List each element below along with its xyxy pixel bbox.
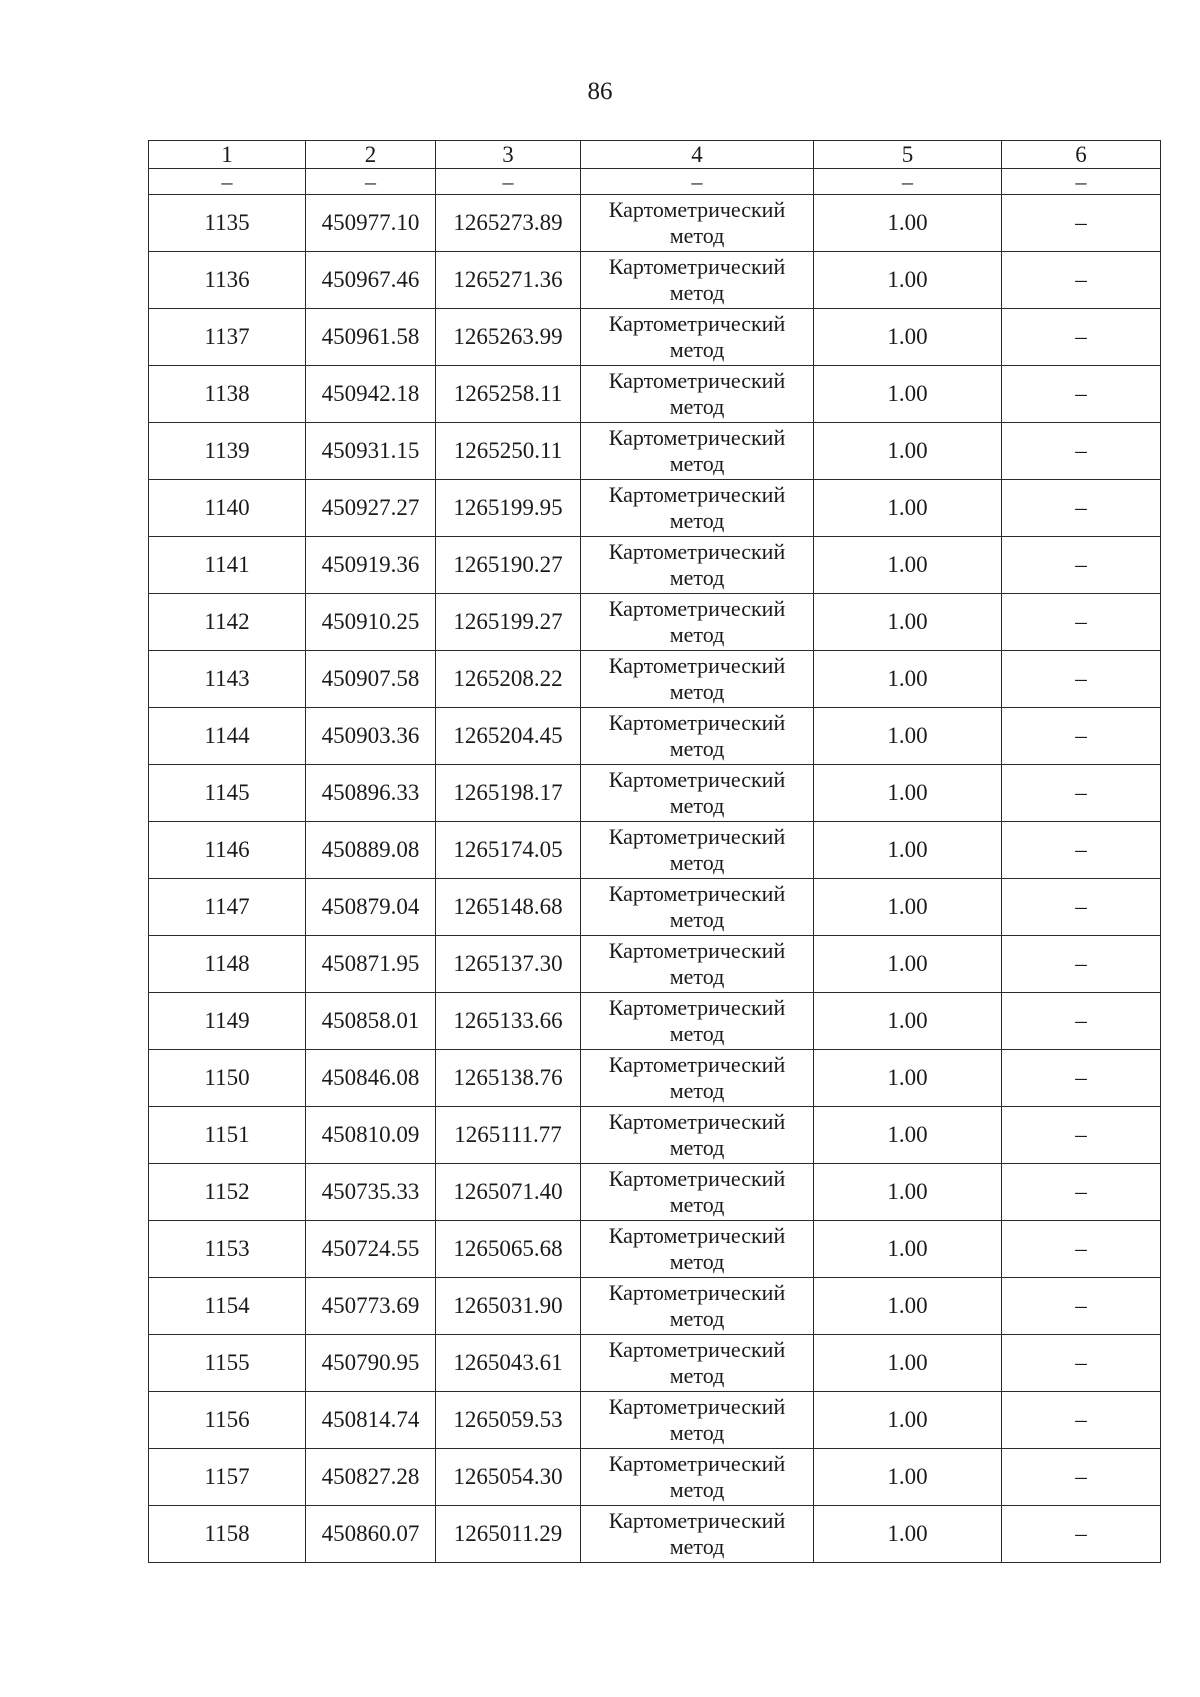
x-coordinate-cell: 450735.33 xyxy=(306,1164,436,1221)
accuracy-cell: 1.00 xyxy=(814,1335,1002,1392)
method-line-2: метод xyxy=(669,1021,725,1046)
method-line-2: метод xyxy=(669,793,725,818)
method-line-2: метод xyxy=(669,508,725,533)
method-cell xyxy=(581,423,814,480)
y-coordinate-cell: 1265059.53 xyxy=(436,1392,581,1449)
accuracy-cell: 1.00 xyxy=(814,822,1002,879)
note-cell: – xyxy=(1002,1449,1161,1506)
method-line-2: метод xyxy=(669,1477,725,1502)
x-coordinate-cell: 450961.58 xyxy=(306,309,436,366)
method-cell xyxy=(581,1221,814,1278)
accuracy-cell: 1.00 xyxy=(814,1506,1002,1563)
method-cell xyxy=(581,1050,814,1107)
method-line-1: Картометрический xyxy=(608,881,786,906)
dash-cell: – xyxy=(306,169,436,195)
note-cell: – xyxy=(1002,423,1161,480)
column-header: 1 xyxy=(149,141,306,169)
accuracy-cell: 1.00 xyxy=(814,651,1002,708)
point-number-cell: 1139 xyxy=(149,423,306,480)
point-number-cell: 1157 xyxy=(149,1449,306,1506)
note-cell: – xyxy=(1002,822,1161,879)
accuracy-cell: 1.00 xyxy=(814,537,1002,594)
x-coordinate-cell: 450927.27 xyxy=(306,480,436,537)
method-line-1: Картометрический xyxy=(608,1109,786,1134)
point-number-cell: 1141 xyxy=(149,537,306,594)
method-cell xyxy=(581,195,814,252)
accuracy-cell: 1.00 xyxy=(814,1449,1002,1506)
y-coordinate-cell: 1265199.27 xyxy=(436,594,581,651)
method-cell xyxy=(581,1278,814,1335)
point-number-cell: 1154 xyxy=(149,1278,306,1335)
note-cell: – xyxy=(1002,936,1161,993)
accuracy-cell: 1.00 xyxy=(814,423,1002,480)
note-cell: – xyxy=(1002,765,1161,822)
point-number-cell: 1153 xyxy=(149,1221,306,1278)
table-row xyxy=(149,1221,1161,1278)
column-number-row xyxy=(149,141,1161,169)
point-number-cell: 1152 xyxy=(149,1164,306,1221)
method-cell xyxy=(581,1392,814,1449)
y-coordinate-cell: 1265198.17 xyxy=(436,765,581,822)
method-line-1: Картометрический xyxy=(608,995,786,1020)
page-number: 86 xyxy=(587,78,613,105)
x-coordinate-cell: 450889.08 xyxy=(306,822,436,879)
note-cell: – xyxy=(1002,594,1161,651)
y-coordinate-cell: 1265258.11 xyxy=(436,366,581,423)
method-line-1: Картометрический xyxy=(608,710,786,735)
accuracy-cell: 1.00 xyxy=(814,993,1002,1050)
x-coordinate-cell: 450967.46 xyxy=(306,252,436,309)
y-coordinate-cell: 1265190.27 xyxy=(436,537,581,594)
column-header: 5 xyxy=(814,141,1002,169)
table-row xyxy=(149,936,1161,993)
note-cell: – xyxy=(1002,252,1161,309)
dash-cell: – xyxy=(814,169,1002,195)
x-coordinate-cell: 450773.69 xyxy=(306,1278,436,1335)
x-coordinate-cell: 450942.18 xyxy=(306,366,436,423)
note-cell: – xyxy=(1002,1392,1161,1449)
method-line-2: метод xyxy=(669,1363,725,1388)
method-line-2: метод xyxy=(669,394,725,419)
method-cell xyxy=(581,366,814,423)
y-coordinate-cell: 1265271.36 xyxy=(436,252,581,309)
method-line-1: Картометрический xyxy=(608,311,786,336)
x-coordinate-cell: 450910.25 xyxy=(306,594,436,651)
note-cell: – xyxy=(1002,309,1161,366)
dash-cell: – xyxy=(581,169,814,195)
x-coordinate-cell: 450871.95 xyxy=(306,936,436,993)
note-cell: – xyxy=(1002,1164,1161,1221)
accuracy-cell: 1.00 xyxy=(814,594,1002,651)
table-row xyxy=(149,480,1161,537)
x-coordinate-cell: 450907.58 xyxy=(306,651,436,708)
x-coordinate-cell: 450790.95 xyxy=(306,1335,436,1392)
table-row xyxy=(149,594,1161,651)
method-line-1: Картометрический xyxy=(608,1280,786,1305)
y-coordinate-cell: 1265208.22 xyxy=(436,651,581,708)
dash-cell: – xyxy=(436,169,581,195)
x-coordinate-cell: 450896.33 xyxy=(306,765,436,822)
method-cell xyxy=(581,765,814,822)
y-coordinate-cell: 1265043.61 xyxy=(436,1335,581,1392)
method-line-1: Картометрический xyxy=(608,1223,786,1248)
method-line-1: Картометрический xyxy=(608,938,786,963)
point-number-cell: 1145 xyxy=(149,765,306,822)
y-coordinate-cell: 1265263.99 xyxy=(436,309,581,366)
method-line-2: метод xyxy=(669,1249,725,1274)
method-line-2: метод xyxy=(669,1192,725,1217)
table-row xyxy=(149,1050,1161,1107)
y-coordinate-cell: 1265137.30 xyxy=(436,936,581,993)
y-coordinate-cell: 1265111.77 xyxy=(436,1107,581,1164)
table-row xyxy=(149,252,1161,309)
method-cell xyxy=(581,1449,814,1506)
y-coordinate-cell: 1265011.29 xyxy=(436,1506,581,1563)
method-line-1: Картометрический xyxy=(608,767,786,792)
accuracy-cell: 1.00 xyxy=(814,765,1002,822)
accuracy-cell: 1.00 xyxy=(814,1221,1002,1278)
point-number-cell: 1135 xyxy=(149,195,306,252)
column-header: 4 xyxy=(581,141,814,169)
method-cell xyxy=(581,594,814,651)
x-coordinate-cell: 450919.36 xyxy=(306,537,436,594)
method-line-1: Картометрический xyxy=(608,482,786,507)
note-cell: – xyxy=(1002,1335,1161,1392)
accuracy-cell: 1.00 xyxy=(814,708,1002,765)
note-cell: – xyxy=(1002,1221,1161,1278)
y-coordinate-cell: 1265204.45 xyxy=(436,708,581,765)
note-cell: – xyxy=(1002,537,1161,594)
accuracy-cell: 1.00 xyxy=(814,1164,1002,1221)
method-line-2: метод xyxy=(669,1306,725,1331)
table-row xyxy=(149,1278,1161,1335)
method-line-2: метод xyxy=(669,679,725,704)
x-coordinate-cell: 450879.04 xyxy=(306,879,436,936)
method-cell xyxy=(581,480,814,537)
point-number-cell: 1149 xyxy=(149,993,306,1050)
table-row xyxy=(149,1506,1161,1563)
point-number-cell: 1142 xyxy=(149,594,306,651)
point-number-cell: 1158 xyxy=(149,1506,306,1563)
method-cell xyxy=(581,1335,814,1392)
method-cell xyxy=(581,822,814,879)
table-row xyxy=(149,993,1161,1050)
method-line-2: метод xyxy=(669,280,725,305)
y-coordinate-cell: 1265071.40 xyxy=(436,1164,581,1221)
x-coordinate-cell: 450903.36 xyxy=(306,708,436,765)
x-coordinate-cell: 450810.09 xyxy=(306,1107,436,1164)
x-coordinate-cell: 450931.15 xyxy=(306,423,436,480)
point-number-cell: 1148 xyxy=(149,936,306,993)
table-row xyxy=(149,765,1161,822)
x-coordinate-cell: 450724.55 xyxy=(306,1221,436,1278)
accuracy-cell: 1.00 xyxy=(814,1392,1002,1449)
note-cell: – xyxy=(1002,1107,1161,1164)
method-line-1: Картометрический xyxy=(608,1337,786,1362)
method-line-1: Картометрический xyxy=(608,596,786,621)
table-row xyxy=(149,708,1161,765)
column-header: 3 xyxy=(436,141,581,169)
y-coordinate-cell: 1265031.90 xyxy=(436,1278,581,1335)
point-number-cell: 1143 xyxy=(149,651,306,708)
table-row xyxy=(149,1335,1161,1392)
table-row xyxy=(149,651,1161,708)
method-line-2: метод xyxy=(669,1078,725,1103)
x-coordinate-cell: 450858.01 xyxy=(306,993,436,1050)
table-row xyxy=(149,1392,1161,1449)
table-row xyxy=(149,423,1161,480)
point-number-cell: 1150 xyxy=(149,1050,306,1107)
accuracy-cell: 1.00 xyxy=(814,936,1002,993)
method-cell xyxy=(581,252,814,309)
method-cell xyxy=(581,1164,814,1221)
dash-cell: – xyxy=(149,169,306,195)
accuracy-cell: 1.00 xyxy=(814,480,1002,537)
method-cell xyxy=(581,708,814,765)
note-cell: – xyxy=(1002,195,1161,252)
x-coordinate-cell: 450846.08 xyxy=(306,1050,436,1107)
x-coordinate-cell: 450860.07 xyxy=(306,1506,436,1563)
method-line-2: метод xyxy=(669,451,725,476)
method-cell xyxy=(581,1107,814,1164)
x-coordinate-cell: 450977.10 xyxy=(306,195,436,252)
y-coordinate-cell: 1265133.66 xyxy=(436,993,581,1050)
method-line-2: метод xyxy=(669,565,725,590)
table-row xyxy=(149,195,1161,252)
note-cell: – xyxy=(1002,1050,1161,1107)
dash-cell: – xyxy=(1002,169,1161,195)
note-cell: – xyxy=(1002,879,1161,936)
point-number-cell: 1146 xyxy=(149,822,306,879)
column-header: 2 xyxy=(306,141,436,169)
method-line-1: Картометрический xyxy=(608,254,786,279)
accuracy-cell: 1.00 xyxy=(814,879,1002,936)
point-number-cell: 1138 xyxy=(149,366,306,423)
method-line-2: метод xyxy=(669,907,725,932)
method-line-2: метод xyxy=(669,1420,725,1445)
table-row xyxy=(149,822,1161,879)
method-line-1: Картометрический xyxy=(608,368,786,393)
accuracy-cell: 1.00 xyxy=(814,195,1002,252)
point-number-cell: 1137 xyxy=(149,309,306,366)
note-cell: – xyxy=(1002,1278,1161,1335)
y-coordinate-cell: 1265174.05 xyxy=(436,822,581,879)
method-line-2: метод xyxy=(669,1534,725,1559)
method-line-1: Картометрический xyxy=(608,1508,786,1533)
y-coordinate-cell: 1265054.30 xyxy=(436,1449,581,1506)
table-row xyxy=(149,1449,1161,1506)
accuracy-cell: 1.00 xyxy=(814,1278,1002,1335)
accuracy-cell: 1.00 xyxy=(814,309,1002,366)
method-line-1: Картометрический xyxy=(608,425,786,450)
method-cell xyxy=(581,1506,814,1563)
method-line-1: Картометрический xyxy=(608,1394,786,1419)
table-row xyxy=(149,1107,1161,1164)
note-cell: – xyxy=(1002,993,1161,1050)
y-coordinate-cell: 1265250.11 xyxy=(436,423,581,480)
note-cell: – xyxy=(1002,1506,1161,1563)
method-line-1: Картометрический xyxy=(608,1052,786,1077)
point-number-cell: 1144 xyxy=(149,708,306,765)
table-row xyxy=(149,309,1161,366)
method-line-1: Картометрический xyxy=(608,539,786,564)
note-cell: – xyxy=(1002,480,1161,537)
method-cell xyxy=(581,309,814,366)
note-cell: – xyxy=(1002,708,1161,765)
note-cell: – xyxy=(1002,366,1161,423)
y-coordinate-cell: 1265148.68 xyxy=(436,879,581,936)
point-number-cell: 1156 xyxy=(149,1392,306,1449)
method-line-2: метод xyxy=(669,1135,725,1160)
table-row xyxy=(149,537,1161,594)
coordinates-table xyxy=(148,140,1161,1563)
method-line-2: метод xyxy=(669,964,725,989)
method-cell xyxy=(581,936,814,993)
table-row xyxy=(149,366,1161,423)
method-cell xyxy=(581,537,814,594)
y-coordinate-cell: 1265065.68 xyxy=(436,1221,581,1278)
accuracy-cell: 1.00 xyxy=(814,366,1002,423)
method-line-2: метод xyxy=(669,736,725,761)
method-line-1: Картометрический xyxy=(608,1166,786,1191)
method-line-1: Картометрический xyxy=(608,824,786,849)
point-number-cell: 1136 xyxy=(149,252,306,309)
method-cell xyxy=(581,879,814,936)
accuracy-cell: 1.00 xyxy=(814,252,1002,309)
accuracy-cell: 1.00 xyxy=(814,1050,1002,1107)
point-number-cell: 1147 xyxy=(149,879,306,936)
method-line-1: Картометрический xyxy=(608,653,786,678)
method-cell xyxy=(581,993,814,1050)
y-coordinate-cell: 1265273.89 xyxy=(436,195,581,252)
method-line-2: метод xyxy=(669,850,725,875)
method-cell xyxy=(581,651,814,708)
point-number-cell: 1140 xyxy=(149,480,306,537)
method-line-2: метод xyxy=(669,337,725,362)
note-cell: – xyxy=(1002,651,1161,708)
dash-row xyxy=(149,169,1161,195)
method-line-1: Картометрический xyxy=(608,1451,786,1476)
table-row xyxy=(149,879,1161,936)
method-line-2: метод xyxy=(669,622,725,647)
point-number-cell: 1151 xyxy=(149,1107,306,1164)
y-coordinate-cell: 1265138.76 xyxy=(436,1050,581,1107)
point-number-cell: 1155 xyxy=(149,1335,306,1392)
table-row xyxy=(149,1164,1161,1221)
x-coordinate-cell: 450827.28 xyxy=(306,1449,436,1506)
column-header: 6 xyxy=(1002,141,1161,169)
accuracy-cell: 1.00 xyxy=(814,1107,1002,1164)
method-line-2: метод xyxy=(669,223,725,248)
y-coordinate-cell: 1265199.95 xyxy=(436,480,581,537)
x-coordinate-cell: 450814.74 xyxy=(306,1392,436,1449)
method-line-1: Картометрический xyxy=(608,197,786,222)
